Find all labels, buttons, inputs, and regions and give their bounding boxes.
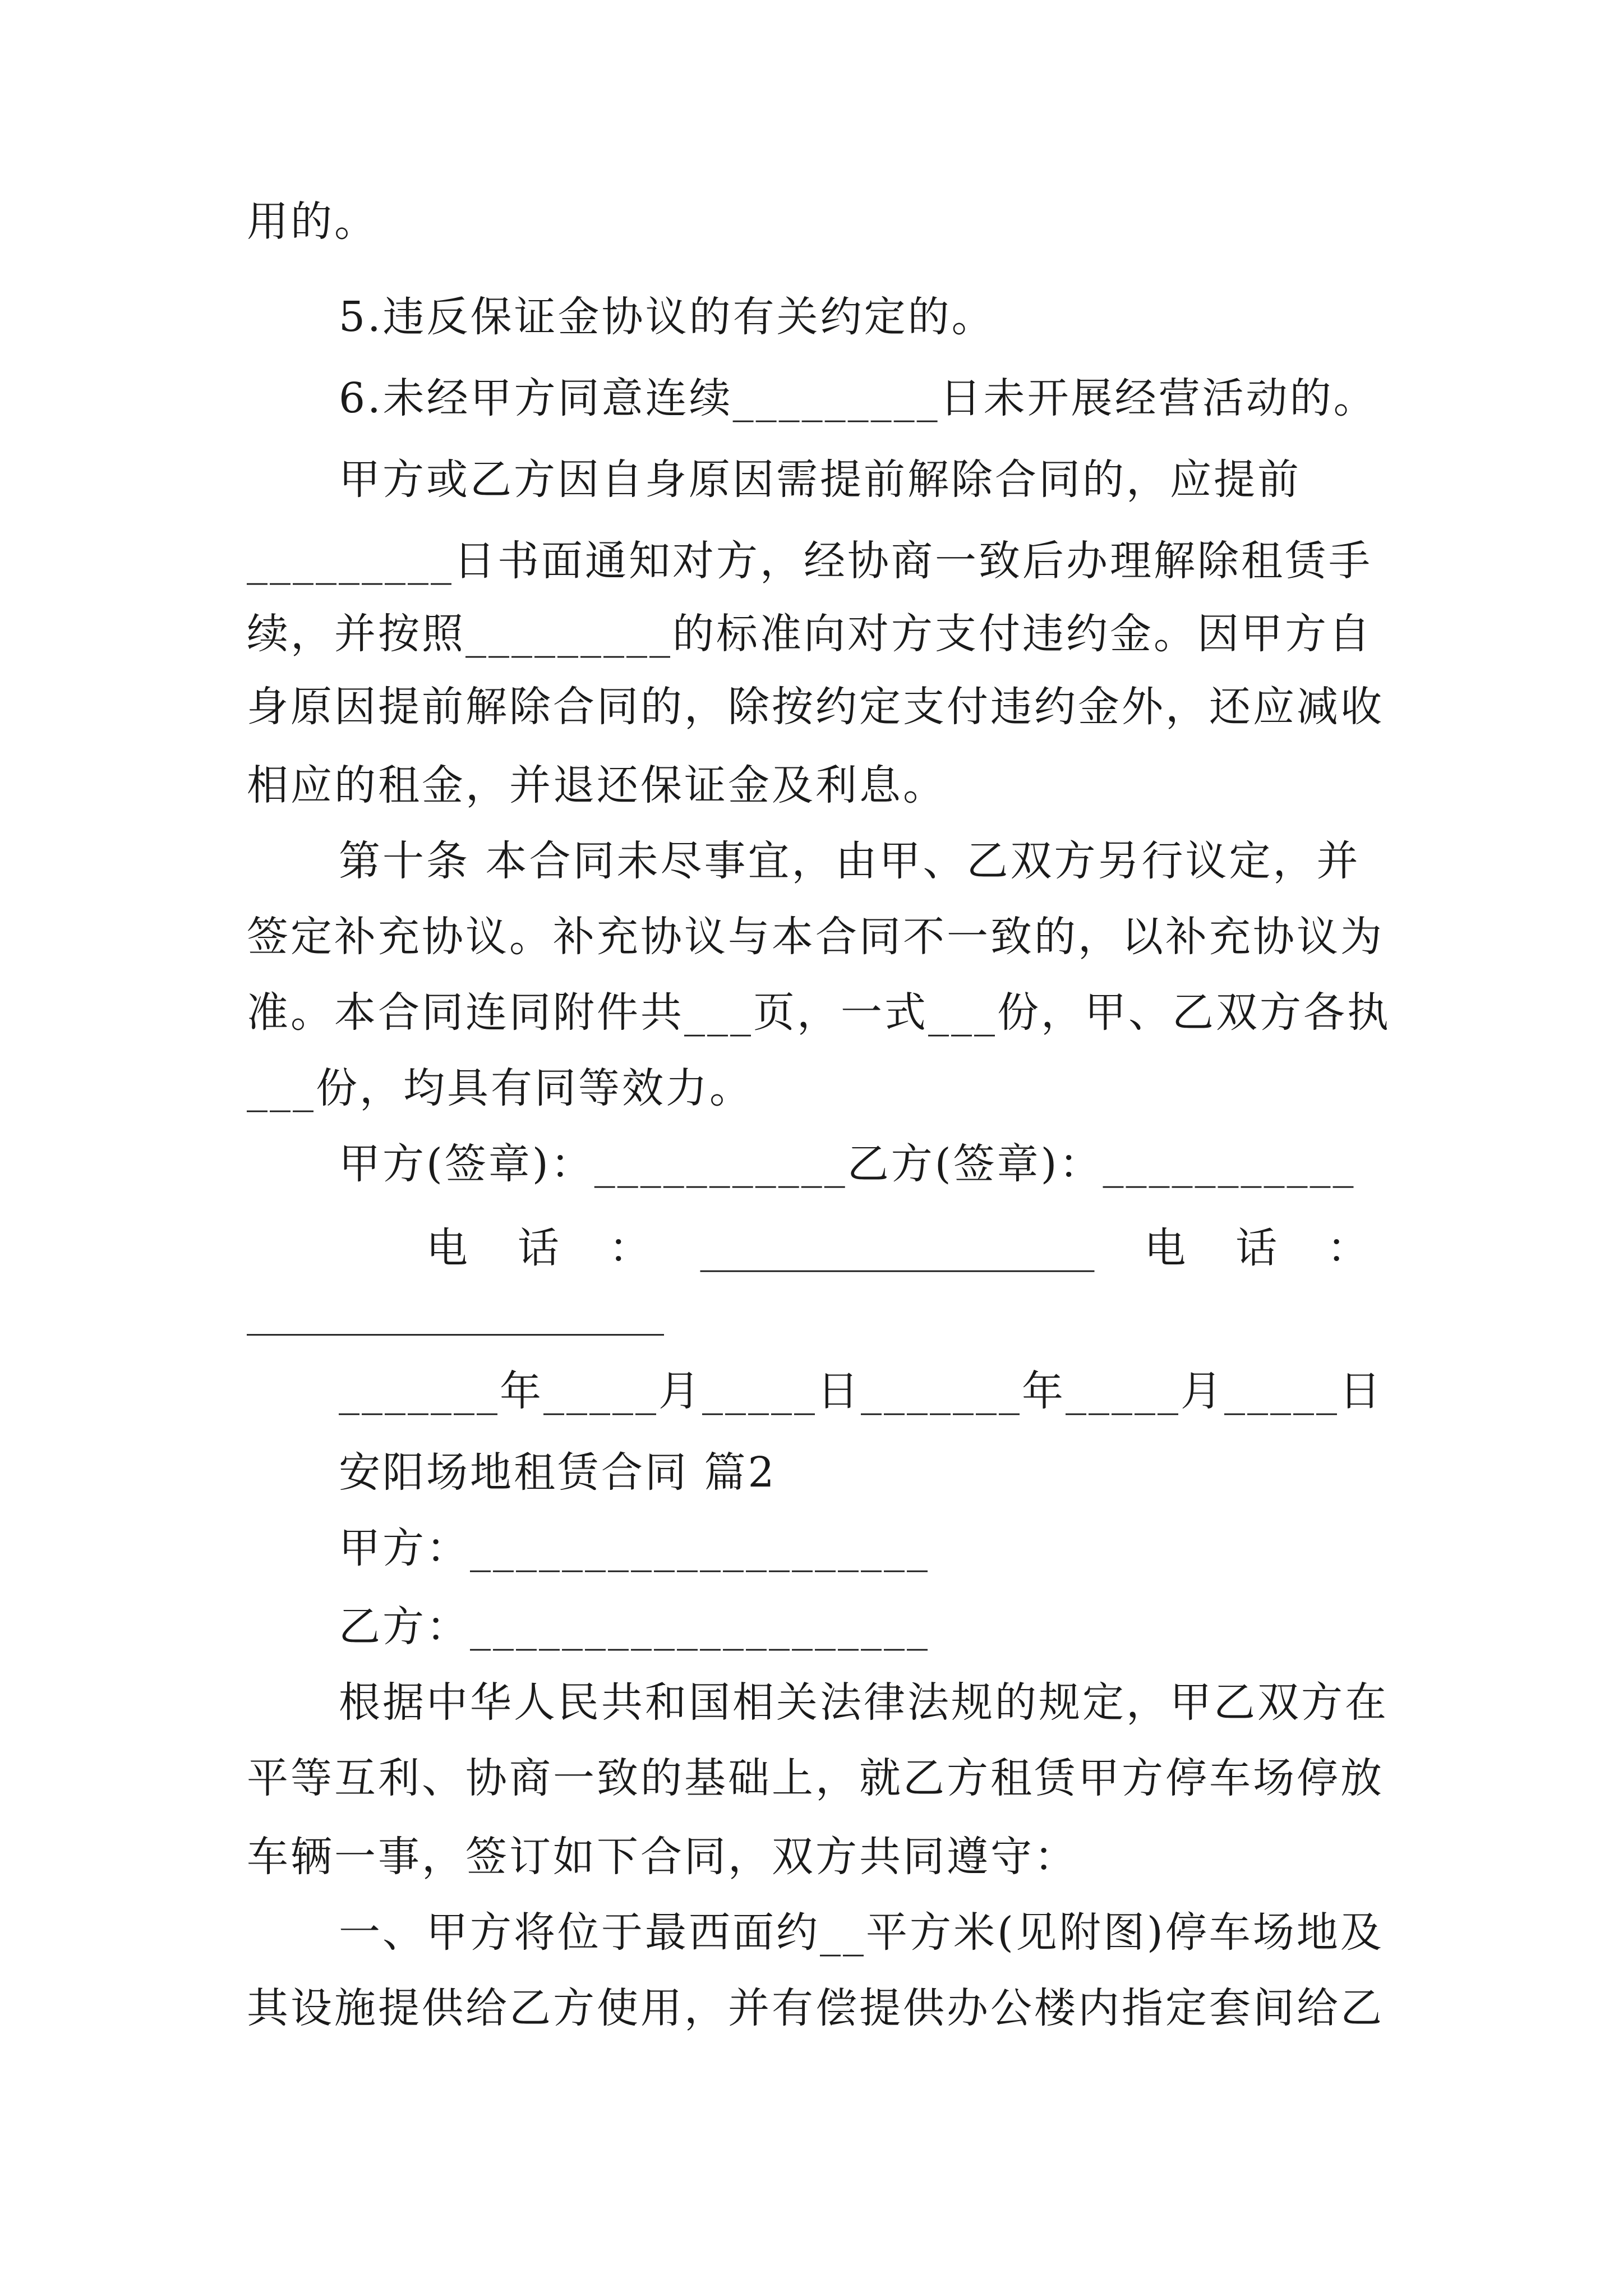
text-line-24: 其设施提供给乙方使用，并有偿提供办公楼内指定套间给乙 xyxy=(247,1984,1384,2032)
party-a-line: 甲方：____________________ xyxy=(339,1524,930,1572)
phone-colon-2: ： xyxy=(1326,1224,1368,1272)
text-line-21: 平等互利、协商一致的基础上，就乙方租赁甲方停车场停放 xyxy=(247,1754,1384,1802)
text-line-11: 准。本合同连同附件共___页，一式___份，甲、乙双方各执 xyxy=(247,988,1391,1037)
section-title: 安阳场地租赁合同 篇2 xyxy=(339,1448,777,1497)
phone-blank-rule xyxy=(247,1334,664,1336)
phone-row xyxy=(426,1217,1368,1279)
text-line-20: 根据中华人民共和国相关法律法规的规定，甲乙双方在 xyxy=(339,1678,1389,1727)
text-line-22: 车辆一事，签订如下合同，双方共同遵守： xyxy=(247,1833,1078,1881)
phone-colon-1: ： xyxy=(608,1224,651,1272)
text-line-5: _________日书面通知对方，经协商一致后办理解除租赁手 xyxy=(247,537,1372,585)
text-line-2: 5.违反保证金协议的有关约定的。 xyxy=(339,293,995,341)
text-line-12: ___份，均具有同等效力。 xyxy=(247,1064,753,1112)
party-b-line: 乙方：____________________ xyxy=(339,1603,930,1651)
text-line-4: 甲方或乙方因自身原因需提前解除合同的，应提前 xyxy=(339,455,1301,504)
text-line-10: 签定补充协议。补充协议与本合同不一致的，以补充协议为 xyxy=(247,913,1384,961)
phone-label-a-1: 电 xyxy=(426,1224,468,1272)
text-line-3: 6.未经甲方同意连续_________日未开展经营活动的。 xyxy=(339,374,1377,422)
text-line-9: 第十条 本合同未尽事宜，由甲、乙双方另行议定，并 xyxy=(339,837,1361,885)
phone-label-a-2: 电 xyxy=(1144,1224,1186,1272)
date-line: _______年_____月_____日_______年_____月_____日 xyxy=(339,1367,1383,1415)
text-line-8: 相应的租金，并退还保证金及利息。 xyxy=(247,761,947,809)
phone-label-b-2: 话 xyxy=(1235,1224,1278,1272)
phone-label-b-1: 话 xyxy=(517,1224,559,1272)
signature-line: 甲方(签章)：___________乙方(签章)：___________ xyxy=(339,1140,1356,1188)
text-line-7: 身原因提前解除合同的，除按约定支付违约金外，还应减收 xyxy=(247,683,1384,731)
text-line-23: 一、甲方将位于最西面约__平方米(见附图)停车场地及 xyxy=(339,1908,1384,1957)
text-line-1: 用的。 xyxy=(247,197,378,246)
text-line-6: 续，并按照_________的标准向对方支付违约金。因甲方自 xyxy=(247,610,1372,658)
phone-blank-1: ___________________ xyxy=(700,1224,1095,1272)
